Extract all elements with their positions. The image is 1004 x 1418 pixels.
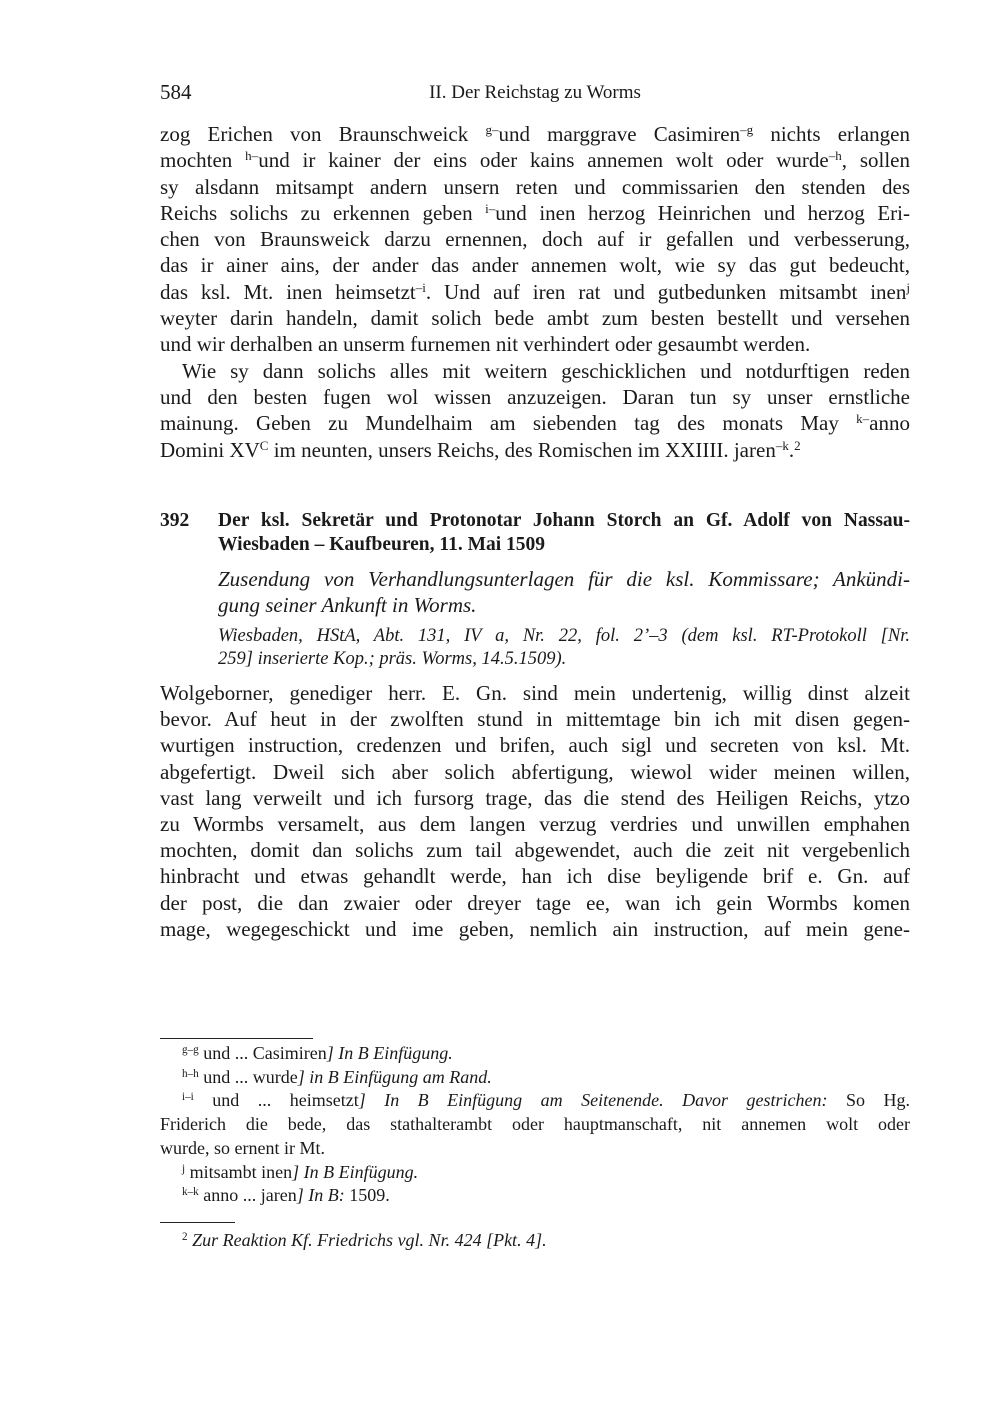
text-run: weyter darin handeln, damit solich bede ambt zum besten bestellt und versehen bbox=[160, 306, 910, 331]
footnote-divider bbox=[160, 1222, 235, 1223]
text-run: und den besten fugen wol wissen anzuzeigen. Daran tun sy unser ernstliche bbox=[160, 384, 910, 409]
text-run: hinbracht und etwas gehandlt werde, han ich dise beyligende brif e. Gn. auf bbox=[160, 864, 910, 889]
text-run: Zur Reaktion Kf. Friedrichs vgl. Nr. 424 [Pkt. 4]. bbox=[187, 1230, 547, 1250]
entry-source bbox=[218, 625, 910, 671]
text-run: und ... wurde bbox=[198, 1066, 298, 1087]
text-run: ] In B Einfügung am Seitenende. Davor gestrichen: bbox=[358, 1090, 828, 1111]
text-line bbox=[160, 811, 910, 837]
text-run: und ... Casimiren bbox=[198, 1043, 327, 1063]
text-run: abgefertigt. Dweil sich aber solich abfertigung, wiewol wider meinen willen, bbox=[160, 759, 910, 784]
text-line bbox=[160, 174, 910, 200]
text-run: ] In B Einfügung. bbox=[292, 1161, 419, 1182]
text-run: zog Erichen von Braunschweick bbox=[160, 122, 486, 146]
note-marker: j bbox=[906, 279, 910, 295]
summary-line: gung seiner Ankunft in Worms. bbox=[218, 593, 477, 617]
text-line bbox=[160, 759, 910, 785]
source-line: 259] inserierte Kop.; präs. Worms, 14.5.1509). bbox=[218, 649, 567, 669]
source-line: Wiesbaden, HStA, Abt. 131, IV a, Nr. 22, fol. 2’–3 (dem ksl. RT-Protokoll [Nr. bbox=[218, 626, 910, 646]
text-line bbox=[160, 785, 910, 811]
text-line bbox=[160, 732, 910, 758]
text-line bbox=[160, 358, 910, 384]
note-marker: i– bbox=[485, 200, 496, 216]
text-run: und wir derhalben an unserm furnemen nit verhindert oder gesaumbt werden. bbox=[160, 332, 811, 357]
summary-line: Zusendung von Verhandlungsunterlagen für die ksl. Kommissare; Ankündi- bbox=[218, 567, 910, 591]
page-number: 584 bbox=[160, 80, 192, 104]
text-run: 1509. bbox=[344, 1185, 390, 1206]
note-marker: g– bbox=[485, 121, 499, 137]
text-run: und ... heimsetzt bbox=[193, 1090, 359, 1111]
letter-body-text bbox=[160, 680, 910, 942]
note-marker: 2 bbox=[182, 1230, 188, 1243]
text-run: und ir kainer der eins oder kains annemen wolt oder wurde bbox=[258, 148, 829, 173]
note-marker: –k bbox=[775, 437, 789, 453]
text-run: mochten, domit dan solichs zum tail abgewendet, auch die zeit nit vergebenlich bbox=[160, 838, 910, 863]
note-marker: 2 bbox=[794, 437, 801, 453]
text-line bbox=[160, 147, 910, 173]
text-run: ] In B Einfügung. bbox=[326, 1043, 453, 1063]
text-line bbox=[160, 384, 910, 410]
footnote-line bbox=[160, 1042, 910, 1066]
note-marker: h– bbox=[245, 148, 259, 164]
entry-title-line: Der ksl. Sekretär und Protonotar Johann Storch an Gf. Adolf von Nassau- bbox=[218, 510, 910, 531]
text-run: wurde, so ernent ir Mt. bbox=[160, 1137, 325, 1158]
text-run: der post, die dan zwaier oder dreyer tage ee, wan ich gein Wormbs komen bbox=[160, 890, 910, 915]
text-run: im neunten, unsers Reichs, des Romischen im XXIIII. jaren bbox=[268, 437, 776, 462]
text-run: Wolgeborner, genediger herr. E. Gn. sind mein undertenig, willig dinst alzeit bbox=[160, 681, 910, 705]
footnote-line bbox=[160, 1137, 910, 1161]
text-critical-footnotes bbox=[160, 1042, 910, 1208]
footnote-line bbox=[160, 1228, 910, 1252]
note-marker: i–i bbox=[182, 1091, 194, 1104]
text-run: Friderich die bede, das stathalterambt oder hauptmanschaft, nit annemen wolt oder bbox=[160, 1114, 910, 1135]
note-marker: –g bbox=[740, 121, 754, 137]
entry-title bbox=[218, 509, 910, 557]
text-run: So Hg. bbox=[827, 1090, 911, 1111]
footnote-line bbox=[160, 1089, 910, 1113]
text-run: , sollen bbox=[841, 148, 910, 173]
text-line bbox=[160, 680, 910, 706]
note-marker: k–k bbox=[182, 1186, 199, 1199]
note-marker: –i bbox=[415, 279, 426, 295]
text-run: ] In B: bbox=[296, 1185, 345, 1206]
text-run: wurtigen instruction, credenzen und brifen, auch sigl und secreten von ksl. Mt. bbox=[160, 733, 910, 758]
running-head: II. Der Reichstag zu Worms bbox=[429, 82, 641, 103]
text-line bbox=[160, 890, 910, 916]
text-run: mochten bbox=[160, 148, 246, 173]
text-run: und inen herzog Heinrichen und herzog Eri- bbox=[495, 200, 910, 225]
footnote-line bbox=[160, 1161, 910, 1185]
text-run: anno bbox=[869, 411, 910, 436]
text-run: Wie sy dann solichs alles mit weitern geschicklichen und notdurftigen reden bbox=[182, 358, 910, 383]
body-text-continuation bbox=[160, 121, 910, 463]
text-line bbox=[160, 706, 910, 732]
text-run: das ksl. Mt. inen heimsetzt bbox=[160, 279, 416, 304]
note-marker: j bbox=[182, 1162, 186, 1175]
text-run: sy alsdann mitsampt andern unsern reten und commissarien den stenden des bbox=[160, 174, 910, 199]
text-run: und marggrave Casimiren bbox=[498, 122, 741, 146]
footnote-line bbox=[160, 1113, 910, 1137]
text-line bbox=[160, 121, 910, 147]
note-marker: k– bbox=[856, 411, 870, 427]
text-run: Domini XV bbox=[160, 437, 260, 462]
entry-number: 392 bbox=[160, 510, 190, 531]
text-run: mainung. Geben zu Mundelhaim am siebenden tag des monats May bbox=[160, 411, 857, 436]
text-run: chen von Braunsweick darzu ernennen, doch auf ir gefallen und verbesserung, bbox=[160, 227, 910, 252]
text-line bbox=[160, 837, 910, 863]
text-run: nichts erlangen bbox=[753, 122, 911, 146]
entry-summary bbox=[218, 566, 910, 618]
note-marker: –h bbox=[828, 148, 842, 164]
footnote-line bbox=[160, 1066, 910, 1090]
text-line bbox=[160, 200, 910, 226]
footnote-line bbox=[160, 1184, 910, 1208]
text-line bbox=[160, 252, 910, 278]
text-run: ] in B Einfügung am Rand. bbox=[297, 1066, 492, 1087]
text-run: bevor. Auf heut in der zwolften stund in mittemtage bin ich mit disen gegen- bbox=[160, 707, 910, 732]
note-marker: C bbox=[259, 437, 269, 453]
note-marker: g–g bbox=[182, 1043, 199, 1056]
footnote-divider bbox=[160, 1038, 313, 1039]
text-run: anno ... jaren bbox=[198, 1185, 297, 1206]
page-header bbox=[160, 80, 910, 108]
text-line bbox=[160, 437, 910, 463]
text-line bbox=[160, 331, 910, 357]
text-line bbox=[160, 410, 910, 436]
entry-title-line: Wiesbaden – Kaufbeuren, 11. Mai 1509 bbox=[218, 534, 546, 555]
text-run: das ir ainer ains, der ander das ander annemen wolt, wie sy das gut bedeucht, bbox=[160, 253, 910, 278]
text-run: . Und auf iren rat und gutbedunken mitsambt inen bbox=[425, 279, 907, 304]
text-line bbox=[160, 863, 910, 889]
text-run: vast lang verweilt und ich fursorg trage, das die stend des Heiligen Reichs, ytzo bbox=[160, 785, 910, 810]
text-line bbox=[160, 305, 910, 331]
text-run: . bbox=[788, 437, 795, 462]
text-line bbox=[160, 916, 910, 942]
text-run: Reichs solichs zu erkennen geben bbox=[160, 200, 486, 225]
text-line bbox=[160, 279, 910, 305]
commentary-footnotes bbox=[160, 1228, 910, 1252]
text-run: mage, wegegeschickt und ime geben, nemlich ain instruction, auf mein gene- bbox=[160, 916, 910, 941]
text-run: mitsambt inen bbox=[185, 1161, 293, 1182]
text-run: zu Wormbs versamelt, aus dem langen verzug verdries und unwillen emphahen bbox=[160, 812, 910, 837]
note-marker: h–h bbox=[182, 1067, 199, 1080]
text-line bbox=[160, 226, 910, 252]
